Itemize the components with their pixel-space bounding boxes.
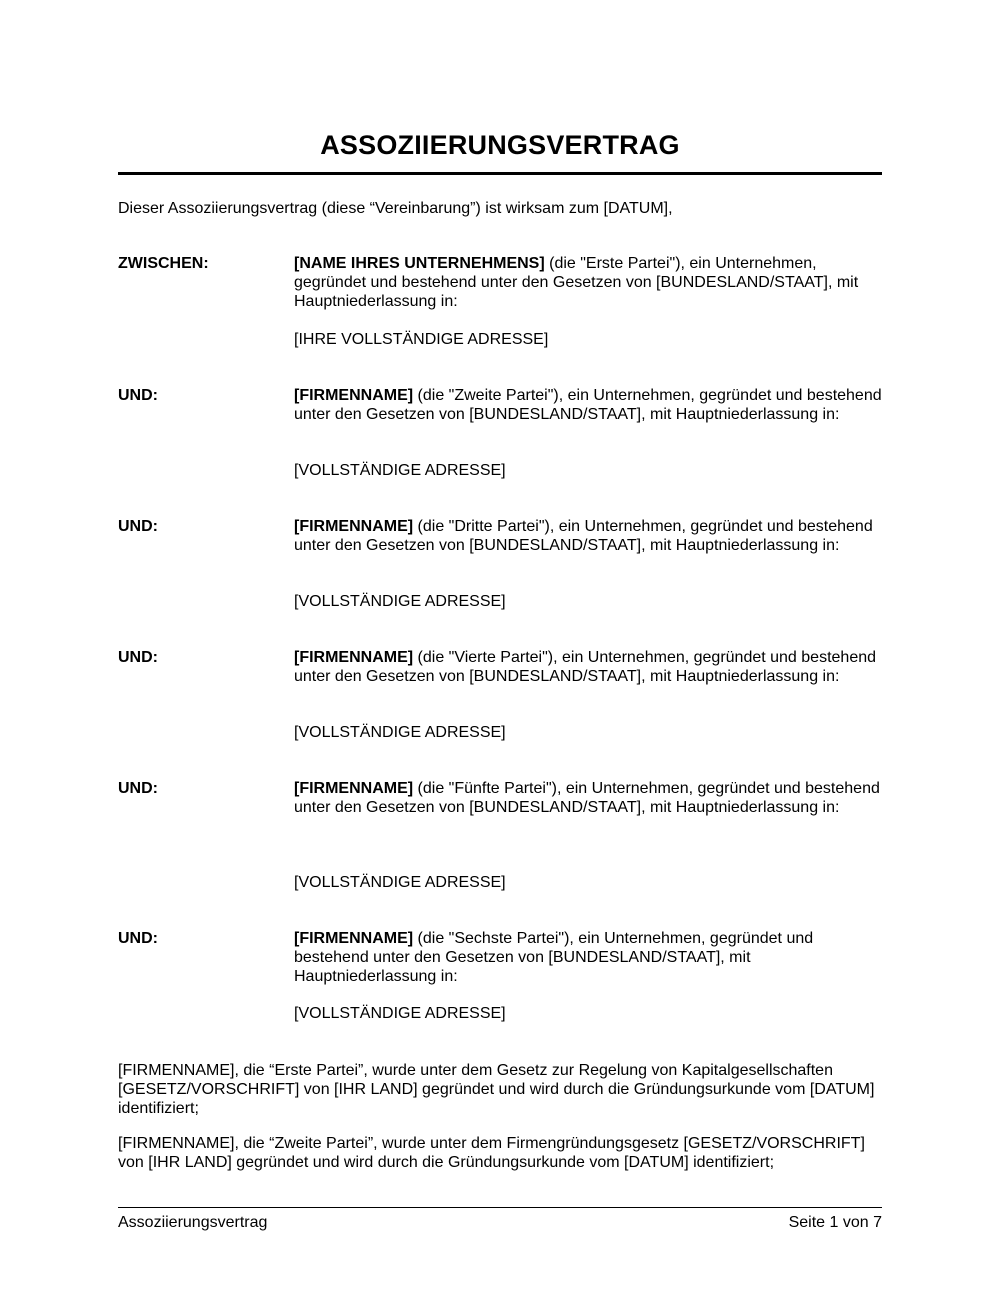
party-name: [NAME IHRES UNTERNEHMENS] [294,255,545,272]
party-name: [FIRMENNAME] [294,780,414,797]
footer-page-number: Seite 1 von 7 [788,1214,882,1231]
party-address: [VOLLSTÄNDIGE ADRESSE] [294,593,506,610]
party-label: UND: [118,387,158,404]
party-description [294,648,882,686]
party-name: [FIRMENNAME] [294,518,414,535]
party-description-text: (die "Dritte Partei"), ein Unternehmen, gegründet und bestehend unter den Gesetzen von [BUNDESLAND/STAAT], mit Hauptniederlassung in: [294,518,873,554]
party-name: [FIRMENNAME] [294,930,414,947]
party-description-text: (die "Erste Partei"), ein Unternehmen, gegründet und bestehend unter den Gesetzen von [BUNDESLAND/STAAT], mit Hauptniederlassung in: [294,255,859,310]
footer-divider [118,1207,882,1208]
recital-paragraph-2: [FIRMENNAME], die “Zweite Partei”, wurde unter dem Firmengründungsgesetz [GESETZ/VORSCHRIFT] von [IHR LAND] gegründet und wird durch die Gründungsurkunde vom [DATUM] identifiziert; [118,1135,865,1171]
party-label: UND: [118,649,158,666]
party-name: [FIRMENNAME] [294,387,414,404]
party-address: [VOLLSTÄNDIGE ADRESSE] [294,1005,506,1022]
party-description [294,929,882,986]
party-name: [FIRMENNAME] [294,649,414,666]
party-description [294,779,882,817]
footer-document-name: Assoziierungsvertrag [118,1214,268,1231]
party-description-text: (die "Sechste Partei"), ein Unternehmen, gegründet und bestehend unter den Gesetzen von [BUNDESLAND/STAAT], mit Hauptniederlassung in: [294,930,814,985]
party-description-text: (die "Vierte Partei"), ein Unternehmen, gegründet und bestehend unter den Gesetzen von [BUNDESLAND/STAAT], mit Hauptniederlassung in: [294,649,877,685]
party-label: UND: [118,780,158,797]
party-description [294,254,882,311]
party-address: [VOLLSTÄNDIGE ADRESSE] [294,724,506,741]
party-description-text: (die "Zweite Partei"), ein Unternehmen, gegründet und bestehend unter den Gesetzen von [BUNDESLAND/STAAT], mit Hauptniederlassung in: [294,387,882,423]
title-divider [118,172,882,175]
document-title: ASSOZIIERUNGSVERTRAG [320,130,680,160]
party-label: UND: [118,518,158,535]
party-description [294,517,882,555]
intro-paragraph: Dieser Assoziierungsvertrag (diese “Vereinbarung”) ist wirksam zum [DATUM], [118,200,673,217]
party-address: [VOLLSTÄNDIGE ADRESSE] [294,462,506,479]
party-address: [IHRE VOLLSTÄNDIGE ADRESSE] [294,331,549,348]
party-description-text: (die "Fünfte Partei"), ein Unternehmen, gegründet und bestehend unter den Gesetzen von [BUNDESLAND/STAAT], mit Hauptniederlassung in: [294,780,880,816]
party-address: [VOLLSTÄNDIGE ADRESSE] [294,874,506,891]
party-label: ZWISCHEN: [118,255,209,272]
party-label: UND: [118,930,158,947]
document-page [118,0,882,1290]
party-description [294,386,882,424]
recital-paragraph-1: [FIRMENNAME], die “Erste Partei”, wurde unter dem Gesetz zur Regelung von Kapitalgesellschaften [GESETZ/VORSCHRIFT] von [IHR LAND] gegründet und wird durch die Gründungsurkunde vom [DATUM] identifiziert; [118,1062,875,1117]
